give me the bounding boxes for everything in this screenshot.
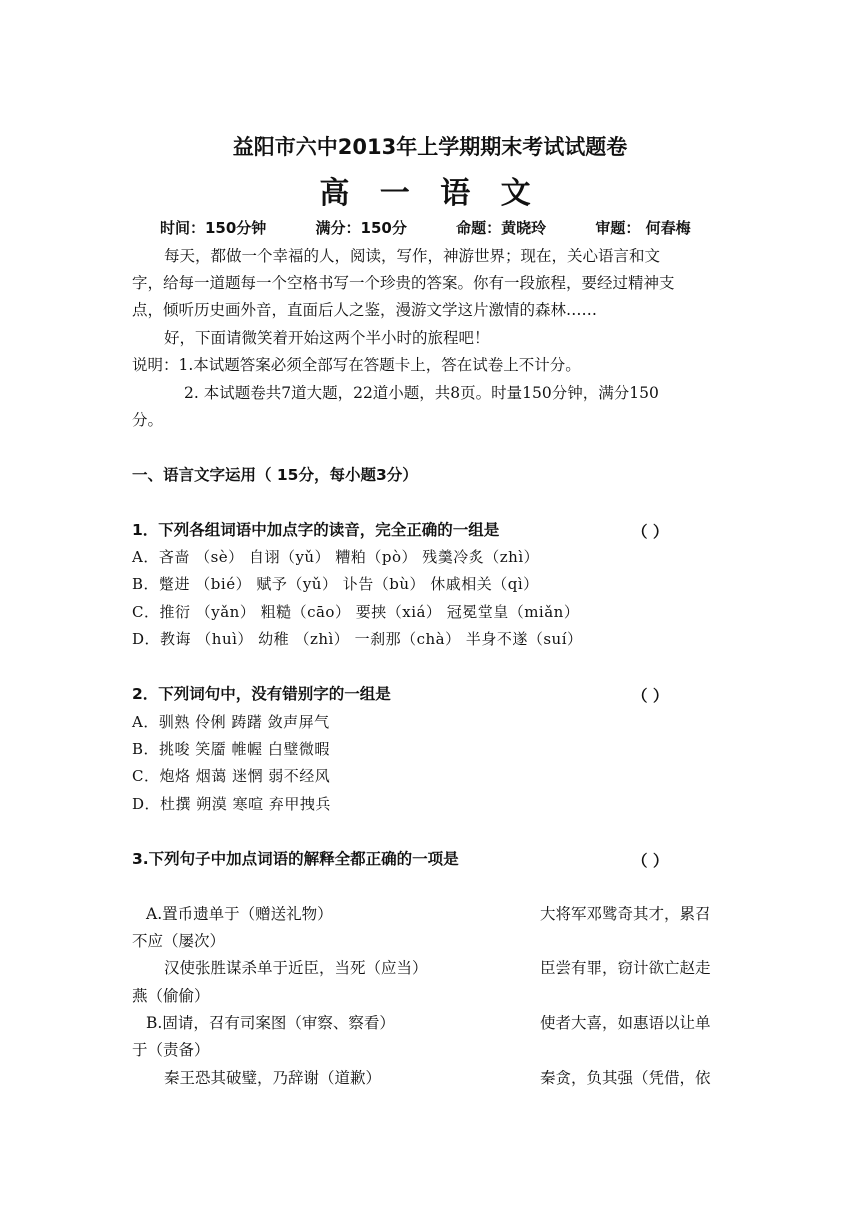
subject-title: 高 一 语 文 — [319, 176, 541, 211]
question-3-line-right: 大将军邓骘奇其才，累召 — [540, 905, 711, 923]
note-line: 分。 — [132, 411, 164, 429]
question-3-line: 燕（偷偷） — [132, 987, 210, 1005]
question-2-option-b: B．挑唆 笑靥 帷幄 白璧微暇 — [132, 740, 330, 758]
school-title: 益阳市六中2013年上学期期末考试试题卷 — [232, 135, 628, 159]
question-3-line-right: 使者大喜，如惠语以让单 — [540, 1014, 711, 1032]
section-heading: 一、语言文字运用（ 15分，每小题3分） — [132, 466, 418, 484]
meta-time: 时间：150分钟 — [160, 219, 267, 237]
question-3-line: A.置币遗单于（赠送礼物） — [146, 905, 333, 923]
question-3-line: 于（责备） — [132, 1041, 210, 1059]
question-3-line: 汉使张胜谋杀单于近臣，当死（应当） — [164, 959, 428, 977]
question-3-line: B.固请，召有司案图（审察、察看） — [146, 1014, 395, 1032]
question-3-line-right: 臣尝有罪，窃计欲亡赵走 — [540, 959, 711, 977]
note-line: 说明：1.本试题答案必须全部写在答题卡上，答在试卷上不计分。 — [132, 356, 581, 374]
question-1-option-b: B．蹩进 （bié） 赋予（yǔ） 讣告（bù） 休戚相关（qì） — [132, 575, 539, 593]
question-1-answer-paren: （ ） — [632, 523, 669, 541]
meta-author: 命题：黄晓玲 — [456, 219, 547, 237]
question-1-stem: 1．下列各组词语中加点字的读音，完全正确的一组是 — [132, 521, 500, 539]
intro-line: 好，下面请微笑着开始这两个半小时的旅程吧！ — [164, 329, 490, 347]
question-1-option-d: D．教诲 （huì） 幼稚 （zhì） 一刹那（chà） 半身不遂（suí） — [132, 630, 583, 648]
question-2-option-a: A．驯熟 伶俐 踌躇 敛声屏气 — [132, 713, 330, 731]
exam-meta — [160, 218, 735, 238]
question-3-line: 秦王恐其破璧，乃辞谢（道歉） — [164, 1069, 382, 1087]
question-2-option-c: C．炮烙 烟蔼 迷惘 弱不经风 — [132, 767, 331, 785]
meta-score: 满分：150分 — [315, 219, 407, 237]
question-3-line: 不应（屡次） — [132, 932, 226, 950]
question-2-answer-paren: （ ） — [632, 687, 669, 705]
question-3-answer-paren: （ ） — [632, 852, 669, 870]
question-2-stem: 2．下列词句中，没有错别字的一组是 — [132, 685, 391, 703]
intro-line: 每天，都做一个幸福的人，阅读，写作，神游世界；现在，关心语言和文 — [164, 247, 661, 265]
question-3-stem: 3.下列句子中加点词语的解释全都正确的一项是 — [132, 850, 459, 868]
intro-line: 点，倾听历史画外音，直面后人之鉴，漫游文学这片激情的森林…… — [132, 301, 598, 319]
question-3-line-right: 秦贪，负其强（凭借，依 — [540, 1069, 711, 1087]
intro-line: 字，给每一道题每一个空格书写一个珍贵的答案。你有一段旅程，要经过精神支 — [132, 274, 675, 292]
note-line: 2. 本试题卷共7道大题，22道小题，共8页。时量150分钟，满分150 — [184, 384, 659, 402]
question-1-option-a: A．吝啬 （sè） 自诩（yǔ） 糟粕（pò） 残羹冷炙（zhì） — [132, 548, 540, 566]
question-2-option-d: D．杜撰 朔漠 寒喧 弃甲拽兵 — [132, 795, 331, 813]
meta-reviewer: 审题： 何春梅 — [595, 219, 691, 237]
question-1-option-c: C．推衍 （yǎn） 粗糙（cāo） 要挟（xiá） 冠冕堂皇（miǎn） — [132, 603, 580, 621]
